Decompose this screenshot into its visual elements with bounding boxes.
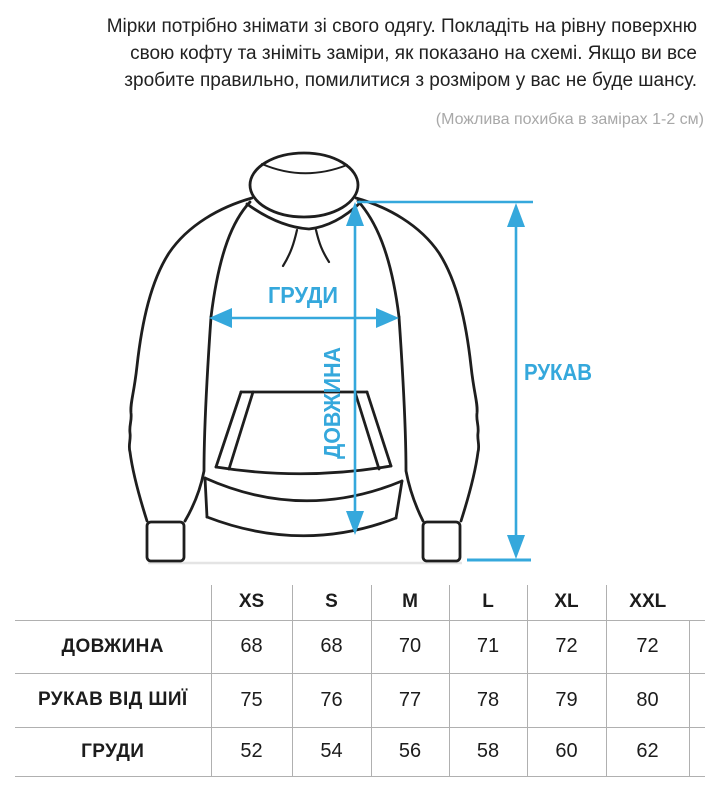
size-cell: 71 — [449, 620, 527, 673]
left-side-seam — [185, 317, 211, 521]
size-table-container — [15, 585, 705, 777]
size-cell: 77 — [371, 673, 449, 727]
sleeve-arrowhead-up — [507, 203, 525, 227]
chest-label: ГРУДИ — [268, 282, 338, 308]
intro-line: Мірки потрібно знімати зі свого одягу. Покладіть на рівну поверхню — [106, 16, 697, 37]
table-spacer-cell — [689, 620, 705, 673]
waistband-top — [205, 478, 402, 501]
size-column-header-xxl: XXL — [606, 585, 689, 620]
waistband-hem — [207, 517, 396, 536]
size-cell: 62 — [606, 727, 689, 776]
row-label-sleeve-from-neck: РУКАВ ВІД ШИЇ — [15, 673, 211, 727]
drawstrings — [283, 230, 329, 266]
sleeve-arrow — [357, 202, 533, 560]
length-label: ДОВЖИНА — [319, 338, 345, 459]
intro-paragraph — [0, 13, 697, 94]
hoodie-outline — [129, 153, 478, 561]
row-label-length: ДОВЖИНА — [15, 620, 211, 673]
sleeve-label: РУКАВ — [524, 359, 592, 385]
table-spacer-cell — [689, 585, 705, 620]
intro-line: зробите правильно, помилитися з розміром у вас не буде шансу. — [124, 70, 697, 91]
size-cell: 75 — [211, 673, 292, 727]
size-table — [15, 585, 705, 777]
table-row-sleeve — [15, 673, 705, 727]
size-cell: 79 — [527, 673, 606, 727]
right-raglan-seam — [358, 201, 399, 317]
size-cell: 58 — [449, 727, 527, 776]
right-side-seam — [399, 317, 423, 521]
waistband-left-edge — [205, 478, 207, 517]
left-sleeve-outline — [129, 198, 252, 521]
table-spacer-cell — [689, 673, 705, 727]
sleeve-arrowhead-down — [507, 535, 525, 559]
waistband-right-edge — [396, 481, 402, 518]
row-label-chest: ГРУДИ — [15, 727, 211, 776]
kangaroo-pocket — [216, 392, 391, 474]
pocket-left-hem — [216, 392, 253, 469]
measurement-tolerance-note: (Можлива похибка в замірах 1-2 см) — [435, 111, 704, 128]
hoodie-measurement-diagram — [0, 140, 710, 585]
size-cell: 80 — [606, 673, 689, 727]
size-cell: 72 — [606, 620, 689, 673]
chest-arrow — [209, 308, 399, 328]
size-cell: 54 — [292, 727, 371, 776]
size-cell: 70 — [371, 620, 449, 673]
left-raglan-seam — [211, 202, 250, 317]
size-cell: 72 — [527, 620, 606, 673]
chest-arrowhead-right — [376, 308, 399, 328]
size-cell: 78 — [449, 673, 527, 727]
size-cell: 52 — [211, 727, 292, 776]
hoodie-diagram-svg — [0, 140, 710, 585]
size-cell: 68 — [292, 620, 371, 673]
size-header-row — [15, 585, 705, 620]
size-cell: 60 — [527, 727, 606, 776]
corner-cell — [15, 585, 211, 620]
right-cuff — [423, 522, 460, 561]
intro-line: свою кофту та зніміть заміри, як показано на схемі. Якщо ви все — [130, 43, 697, 64]
size-column-header-s: S — [292, 585, 371, 620]
size-column-header-xs: XS — [211, 585, 292, 620]
size-column-header-l: L — [449, 585, 527, 620]
table-spacer-cell — [689, 727, 705, 776]
size-cell: 68 — [211, 620, 292, 673]
pocket-bottom-edge — [216, 466, 391, 474]
left-cuff — [147, 522, 184, 561]
measurement-overlay — [209, 202, 592, 560]
hood — [250, 153, 358, 217]
length-arrow — [346, 202, 364, 535]
size-column-header-xl: XL — [527, 585, 606, 620]
right-sleeve-outline — [356, 198, 479, 521]
size-column-header-m: M — [371, 585, 449, 620]
table-row-chest — [15, 727, 705, 776]
size-cell: 56 — [371, 727, 449, 776]
table-row-length — [15, 620, 705, 673]
pocket-right-hem — [355, 392, 391, 469]
size-cell: 76 — [292, 673, 371, 727]
